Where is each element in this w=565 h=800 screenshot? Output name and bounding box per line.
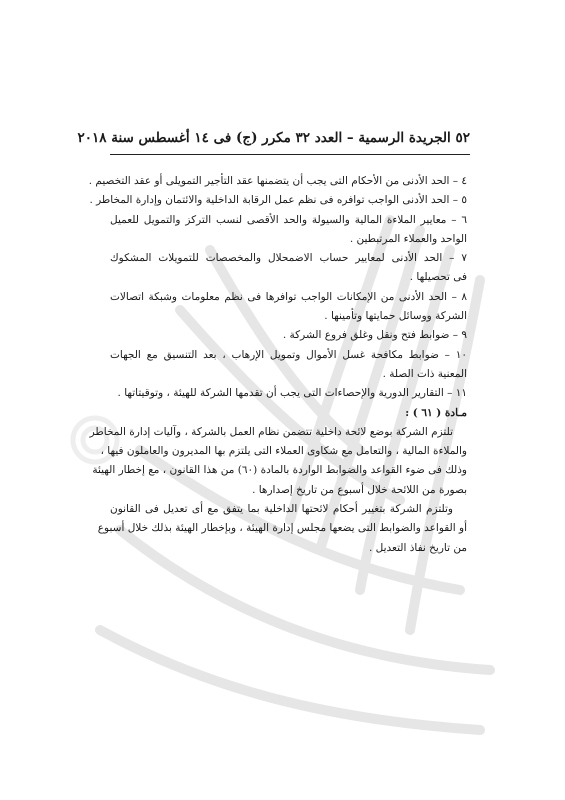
article-61-paragraph-2-line-2: أو القواعد والضوابط التى يضعها مجلس إدارة الهيئة ، وبإخطار الهيئة بذلك خلال أسبوع [97,522,467,535]
list-item-9: ٩ – ضوابط فتح ونقل وغلق فروع الشركة . [282,329,467,342]
list-item-4: ٤ – الحد الأدنى من الأحكام التى يجب أن يتضمنها عقد التأجير التمويلى أو عقد التخصيم . [88,175,467,187]
article-61-paragraph-1-line-1: تلتزم الشركة بوضع لائحة داخلية تتضمن نظام العمل بالشركة ، وآليات إدارة المخاطر [89,425,453,438]
article-61-paragraph-1-line-4: بصورة من اللائحة خلال أسبوع من تاريخ إصدارها . [252,483,467,496]
list-item-7-continued: فى تحصيلها . [409,271,467,284]
list-item-5: ٥ – الحد الأدنى الواجب توافره فى نظم عمل الرقابة الداخلية والائتمان وإدارة المخاطر . [89,194,467,207]
article-61-paragraph-2-line-3: من تاريخ نفاذ التعديل . [368,541,467,554]
list-item-11: ١١ – التقارير الدورية والإحصاءات التى يجب أن تقدمها الشركة للهيئة ، وتوقيتاتها . [117,387,467,400]
list-item-6-continued: الواحد والعملاء المرتبطين . [349,232,467,245]
article-61-paragraph-1-line-2: والملاءة المالية ، والتعامل مع شكاوى العملاء التى يلتزم بها المديرون والعاملون فيها ، [100,445,467,458]
list-item-10: ١٠ – ضوابط مكافحة غسل الأموال وتمويل الإرهاب ، بعد التنسيق مع الجهات [110,348,467,361]
header-divider [110,154,470,155]
list-item-10-continued: المعنية ذات الصلة . [382,367,467,380]
document-body [88,172,467,558]
article-61-paragraph-1-line-3: وذلك فى ضوء القواعد والضوابط الواردة بالمادة (٦٠) من هذا القانون ، مع إخطار الهيئة [92,464,467,477]
list-item-6: ٦ – معايير الملاءة المالية والسيولة والحد الأقصى لنسب التركز والتمويل للعميل [110,213,467,226]
list-item-8-continued: الشركة ووسائل حمايتها وتأمينها . [324,310,467,323]
list-item-8: ٨ – الحد الأدنى من الإمكانات الواجب توافرها فى نظم معلومات وشبكة اتصالات [110,290,467,303]
article-61-paragraph-2-line-1: وتلتزم الشركة بتغيير أحكام لائحتها الداخلية بما يتفق مع أى تعديل فى القانون [110,503,453,516]
list-item-7: ٧ – الحد الأدنى لمعايير حساب الاضمحلال والمخصصات للتمويلات المشكوك [110,252,467,265]
page-header: ٥٢ الجريدة الرسمية – العدد ٣٢ مكرر (ج) فى ١٤ أغسطس سنة ٢٠١٨ [77,130,470,146]
article-61-heading: مـادة ( ٦١ ) : [405,406,467,419]
